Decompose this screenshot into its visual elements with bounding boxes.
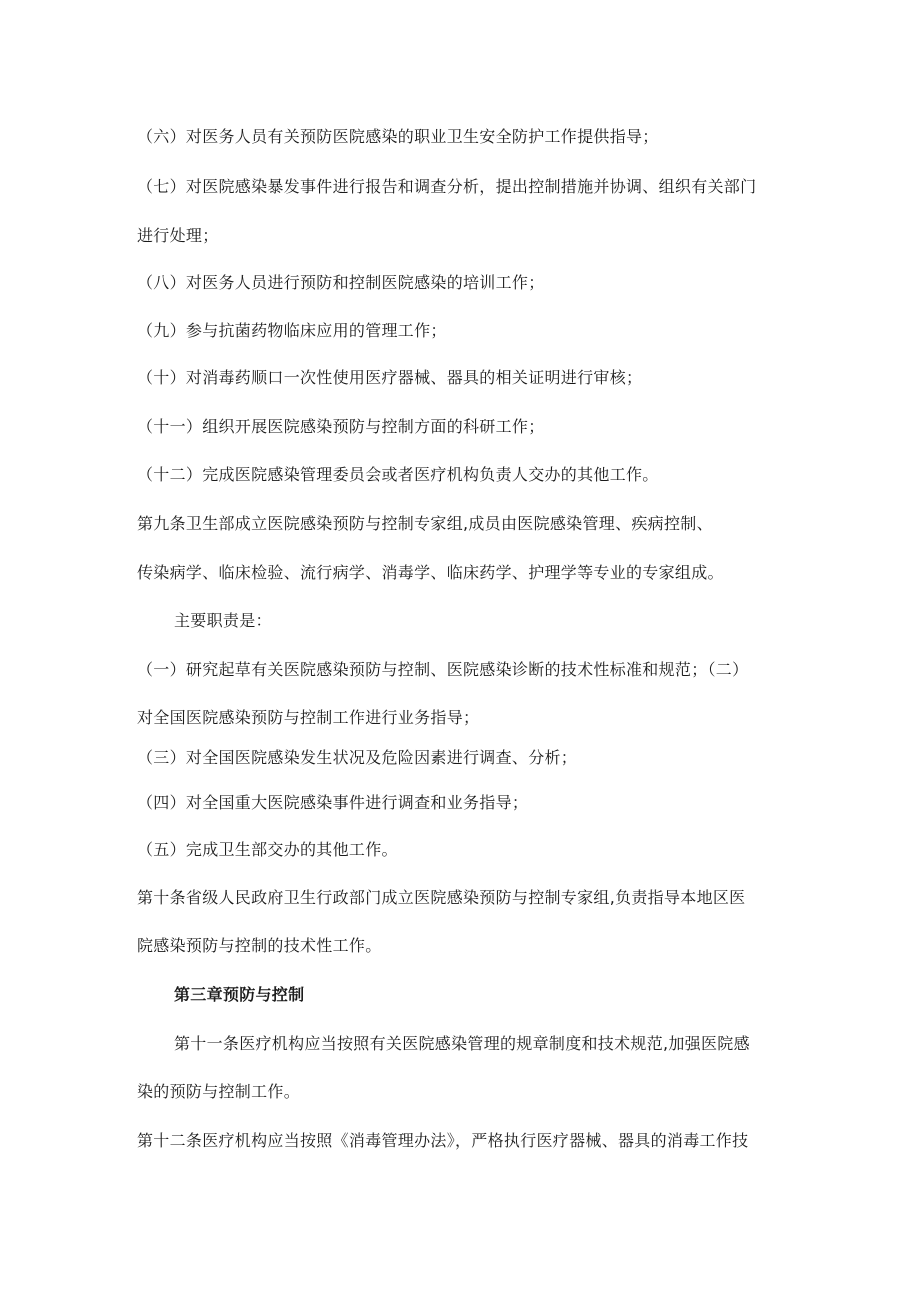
text-line: （四）对全国重大医院感染事件进行调查和业务指导； [137, 793, 529, 812]
text-line: 第十一条医疗机构应当按照有关医院感染管理的规章制度和技术规范,加强医院感 [174, 1034, 750, 1053]
chapter-heading: 第三章预防与控制 [174, 985, 305, 1004]
text-line: （一）研究起草有关医院感染预防与控制、医院感染诊断的技术性标准和规范；（二） [137, 660, 749, 679]
text-line: （七）对医院感染暴发事件进行报告和调查分析，提出控制措施并协调、组织有关部门 [137, 177, 757, 196]
text-line: （十二）完成医院感染管理委员会或者医疗机构负责人交办的其他工作。 [137, 465, 659, 484]
text-line: （十）对消毒药顺口一次性使用医疗器械、器具的相关证明进行审核； [137, 368, 643, 387]
text-line: 进行处理； [137, 226, 219, 245]
text-line: （十一）组织开展医院感染预防与控制方面的科研工作； [137, 417, 545, 436]
text-line: （三）对全国医院感染发生状况及危险因素进行调查、分析； [137, 748, 578, 767]
text-line: 院感染预防与控制的技术性工作。 [137, 936, 382, 955]
text-line: （六）对医务人员有关预防医院感染的职业卫生安全防护工作提供指导； [137, 127, 659, 146]
text-line: （九）参与抗菌药物临床应用的管理工作； [137, 321, 447, 340]
text-line: （五）完成卫生部交办的其他工作。 [137, 840, 398, 859]
text-line: 第十条省级人民政府卫生行政部门成立医院感染预防与控制专家组,负责指导本地区医 [137, 888, 746, 907]
text-line: 染的预防与控制工作。 [137, 1082, 301, 1101]
text-line: 传染病学、临床检验、流行病学、消毒学、临床药学、护理学等专业的专家组成。 [137, 563, 724, 582]
text-line: （八）对医务人员进行预防和控制医院感染的培训工作； [137, 273, 545, 292]
text-line: 第九条卫生部成立医院感染预防与控制专家组,成员由医院感染管理、疾病控制、 [137, 514, 713, 533]
text-line: 主要职责是： [174, 611, 272, 630]
text-line: 对全国医院感染预防与控制工作进行业务指导； [137, 708, 480, 727]
text-line: 第十二条医疗机构应当按照《消毒管理办法》，严格执行医疗器械、器具的消毒工作技 [137, 1131, 749, 1150]
